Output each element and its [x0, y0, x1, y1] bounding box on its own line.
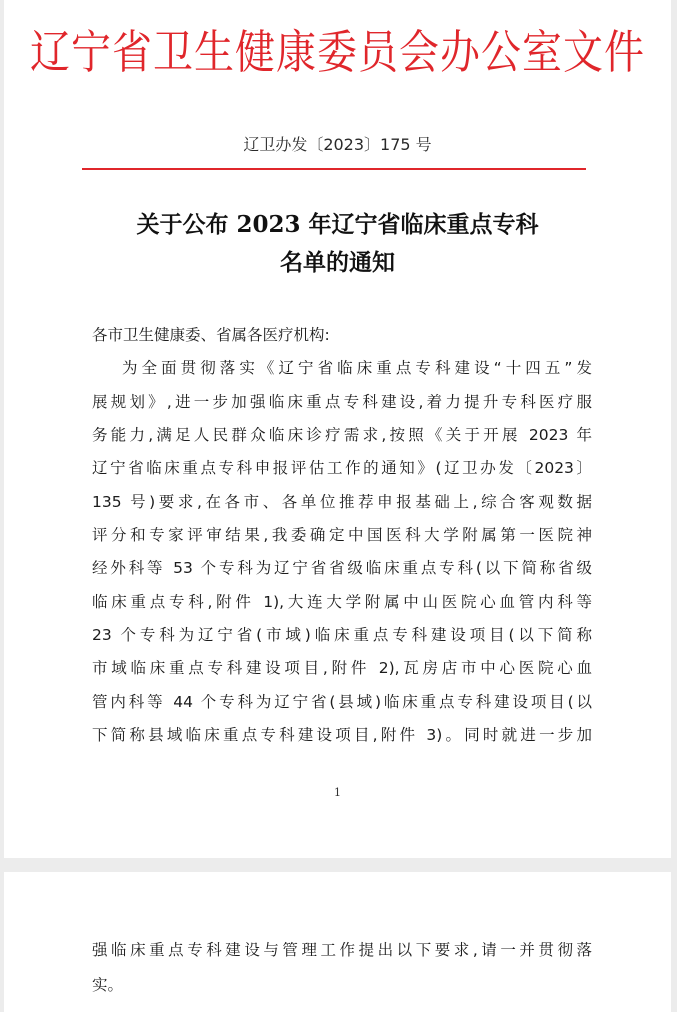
- body-line: 临床重点专科,附件 1),大连大学附属中山医院心血管内科等: [92, 593, 592, 611]
- red-divider-line: [82, 168, 586, 170]
- body-line: 管内科等 44 个专科为辽宁省(县域)临床重点专科建设项目(以: [92, 693, 592, 711]
- body-line: 下简称县域临床重点专科建设项目,附件 3)。同时就进一步加: [92, 726, 592, 744]
- body-line: 辽宁省临床重点专科申报评估工作的通知》(辽卫办发〔2023〕: [92, 459, 592, 477]
- body-line: 经外科等 53 个专科为辽宁省省级临床重点专科(以下简称省级: [92, 559, 592, 577]
- body-line: 市域临床重点专科建设项目,附件 2),瓦房店市中心医院心血: [92, 659, 592, 677]
- body-line: 为全面贯彻落实《辽宁省临床重点专科建设“十四五”发: [122, 359, 592, 377]
- page-number: 1: [334, 786, 341, 799]
- body-line: 实。: [92, 976, 124, 994]
- body-line: 23 个专科为辽宁省(市域)临床重点专科建设项目(以下简称: [92, 626, 592, 644]
- body-line: 务能力,满足人民群众临床诊疗需求,按照《关于开展 2023 年: [92, 426, 592, 444]
- notice-title-line-2: 名单的通知: [280, 249, 395, 276]
- body-line: 评分和专家评审结果,我委确定中国医科大学附属第一医院神: [92, 526, 592, 544]
- salutation: 各市卫生健康委、省属各医疗机构:: [92, 326, 330, 344]
- body-line: 强临床重点专科建设与管理工作提出以下要求,请一并贯彻落: [92, 941, 592, 959]
- document-number: 辽卫办发〔2023〕175 号: [243, 135, 432, 154]
- body-line: 135 号)要求,在各市、各单位推荐申报基础上,综合客观数据: [92, 493, 592, 511]
- issuer-header-title: 辽宁省卫生健康委员会办公室文件: [30, 26, 645, 80]
- document-page-1: [4, 0, 671, 858]
- document-page-2: [4, 872, 671, 1012]
- body-line: 展规划》,进一步加强临床重点专科建设,着力提升专科医疗服: [92, 393, 592, 411]
- notice-title-line-1: 关于公布 2023 年辽宁省临床重点专科: [136, 211, 539, 238]
